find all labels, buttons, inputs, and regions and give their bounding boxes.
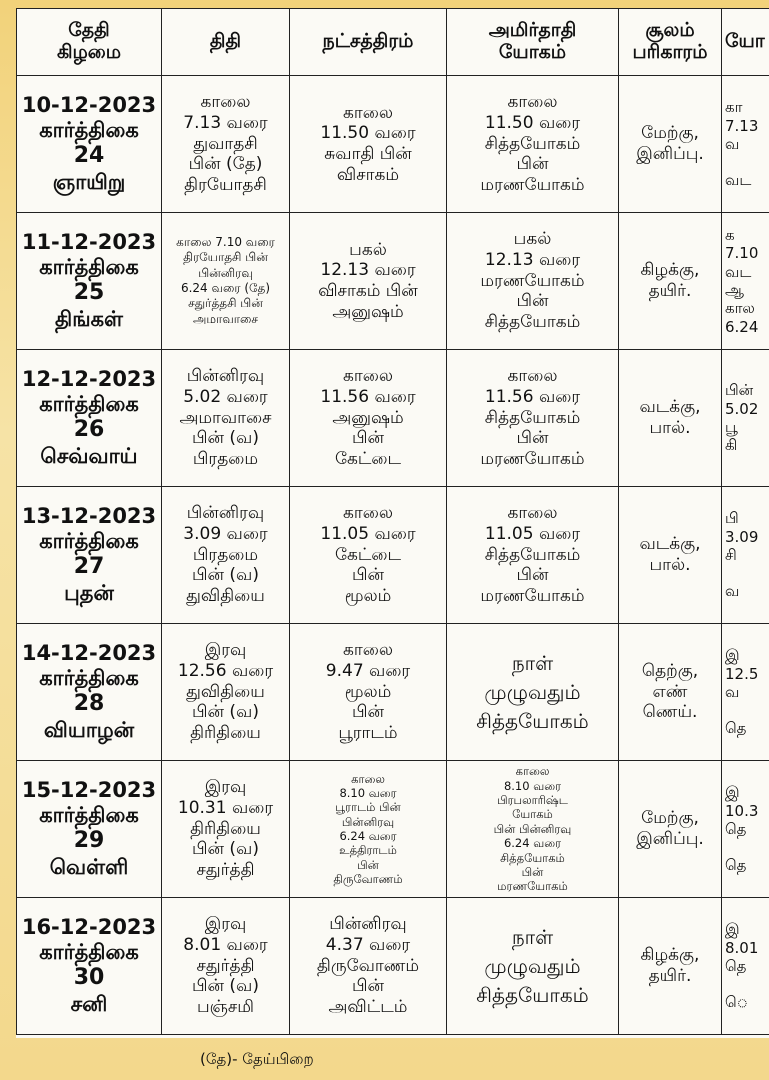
- yo-line: 12.5: [725, 664, 759, 683]
- cell-soolam: [619, 213, 722, 350]
- date-line: 13-12-2023: [21, 504, 157, 529]
- tithi-line: துவாதசி: [193, 133, 258, 154]
- date-line: வியாழன்: [43, 717, 135, 742]
- soolam-line: பால்.: [649, 555, 691, 575]
- cell-yo: [722, 213, 769, 350]
- cell-star: [290, 213, 447, 350]
- yo-line: க: [725, 226, 735, 245]
- tithi-line: 8.01 வரை: [183, 934, 268, 955]
- date-line: 28: [73, 691, 105, 717]
- date-line: கார்த்திகை: [39, 529, 139, 554]
- yoga-line: மரணயோகம்: [480, 449, 585, 470]
- date-line: 30: [73, 965, 105, 991]
- date-line: கார்த்திகை: [39, 940, 139, 965]
- yoga-line: காலை: [515, 764, 550, 779]
- star-line: அனுஷம்: [332, 407, 404, 428]
- date-line: கார்த்திகை: [39, 392, 139, 417]
- header-yo-line: யோ: [725, 30, 765, 53]
- date-line: கார்த்திகை: [39, 255, 139, 280]
- soolam-line: இனிப்பு.: [636, 144, 704, 164]
- cell-star: [290, 487, 447, 624]
- cell-date: [17, 213, 162, 350]
- header-tithi: [162, 9, 290, 76]
- star-line: 12.13 வரை: [320, 260, 416, 281]
- star-line: காலை: [343, 102, 393, 123]
- star-line: திருவோணம்: [333, 872, 403, 887]
- tithi-line: துவிதியை: [186, 586, 265, 607]
- yoga-line: பிரபலாரிஷ்ட: [497, 793, 568, 808]
- cell-yo: [722, 487, 769, 624]
- table-row: [17, 76, 769, 213]
- tithi-line: துவிதியை: [186, 681, 265, 702]
- yo-line: [725, 975, 769, 993]
- yo-line: தெ: [725, 819, 747, 838]
- date-line: 12-12-2023: [21, 367, 157, 392]
- header-tithi-line: திதி: [209, 30, 242, 53]
- yo-line: 8.01: [725, 938, 759, 957]
- cell-tithi: [162, 624, 290, 761]
- footer-note: (தே)- தேய்பிறை: [200, 1050, 314, 1068]
- yoga-line: 12.13 வரை: [484, 249, 581, 270]
- date-line: புதன்: [64, 580, 114, 605]
- tithi-line: காலை: [200, 92, 251, 113]
- star-line: பின்னிரவு: [329, 914, 407, 935]
- star-line: காலை: [343, 366, 393, 387]
- yo-line: 10.3: [725, 801, 759, 820]
- tithi-line: சதுர்த்தி: [196, 955, 255, 976]
- yoga-line: சித்தயோகம்: [476, 982, 589, 1007]
- yo-line: இ: [725, 783, 740, 802]
- tithi-line: 12.56 வரை: [177, 660, 274, 681]
- yo-line: ெ: [725, 993, 749, 1012]
- soolam-line: எண்: [652, 681, 688, 702]
- star-line: விசாகம் பின்: [318, 281, 418, 301]
- star-line: பின்: [352, 428, 384, 449]
- date-line: 27: [73, 554, 105, 580]
- date-line: 26: [73, 417, 105, 443]
- soolam-line: மேற்கு,: [641, 123, 699, 144]
- yoga-line: முழுவதும்: [484, 953, 581, 978]
- yoga-line: பின்: [516, 154, 549, 175]
- star-line: கேட்டை: [334, 544, 402, 565]
- yoga-line: நாள்: [511, 650, 554, 675]
- date-line: 16-12-2023: [21, 915, 157, 940]
- date-line: வெள்ளி: [49, 854, 129, 879]
- yo-line: [725, 153, 769, 171]
- cell-soolam: [619, 761, 722, 898]
- cell-date: [17, 898, 162, 1035]
- yoga-line: யோகம்: [512, 807, 553, 822]
- tithi-line: பஞ்சமி: [196, 997, 255, 1018]
- cell-tithi: [162, 76, 290, 213]
- date-line: 11-12-2023: [21, 230, 157, 255]
- yo-line: தெ: [725, 856, 747, 875]
- yoga-line: நாள்: [511, 924, 554, 949]
- star-line: திருவோணம்: [316, 955, 420, 976]
- star-line: 11.50 வரை: [320, 123, 416, 144]
- date-line: 15-12-2023: [21, 778, 157, 803]
- tithi-line: பிரதமை: [192, 449, 259, 470]
- tithi-line: பின்னிரவு: [186, 503, 265, 524]
- tithi-line: பிரதமை: [192, 544, 259, 565]
- yo-line: 6.24: [725, 317, 759, 336]
- date-line: கார்த்திகை: [39, 803, 139, 828]
- table-row: [17, 487, 769, 624]
- star-line: விசாகம்: [336, 164, 400, 185]
- tithi-line: 7.13 வரை: [183, 112, 268, 133]
- yoga-line: மரணயோகம்: [497, 879, 568, 894]
- table-row: [17, 898, 769, 1035]
- cell-date: [17, 761, 162, 898]
- cell-yo: [722, 898, 769, 1035]
- star-line: பூராடம் பின்: [335, 800, 401, 815]
- tithi-line: திரிதியை: [190, 818, 261, 839]
- yo-line: வட: [725, 262, 752, 281]
- star-line: கேட்டை: [334, 449, 402, 470]
- soolam-line: தயிர்.: [648, 281, 692, 301]
- date-line: சனி: [70, 991, 108, 1016]
- tithi-line: காலை 7.10 வரை: [176, 234, 275, 249]
- yo-line: 7.10: [725, 244, 759, 263]
- star-line: பகல்: [349, 239, 387, 260]
- yo-line: கா: [725, 98, 743, 117]
- header-star: [290, 9, 447, 76]
- tithi-line: அமாவாசை: [192, 311, 258, 326]
- star-line: அவிட்டம்: [328, 997, 408, 1018]
- header-soolam-line: சூலம்: [645, 19, 695, 42]
- yoga-line: சித்தயோகம்: [500, 850, 565, 865]
- cell-yoga: [447, 898, 619, 1035]
- soolam-line: தெற்கு,: [641, 660, 699, 681]
- yoga-line: 11.50 வரை: [484, 112, 581, 133]
- tithi-line: பின் (வ): [192, 565, 259, 586]
- star-line: பின்: [352, 976, 384, 997]
- tithi-line: பின் (வ): [192, 702, 259, 723]
- star-line: காலை: [351, 771, 385, 786]
- yoga-line: 11.05 வரை: [484, 523, 581, 544]
- soolam-line: பால்.: [649, 418, 691, 438]
- yo-line: ஆ: [725, 281, 744, 299]
- tithi-line: சதுர்த்தி: [196, 860, 255, 881]
- yo-line: [725, 701, 769, 719]
- tithi-line: இரவு: [204, 640, 247, 661]
- star-line: 4.37 வரை: [325, 934, 411, 955]
- cell-tithi: [162, 487, 290, 624]
- cell-star: [290, 76, 447, 213]
- cell-soolam: [619, 624, 722, 761]
- yoga-line: காலை: [507, 503, 558, 524]
- tithi-line: பின்னிரவு: [186, 366, 265, 387]
- yo-line: பூ: [725, 418, 738, 436]
- cell-yoga: [447, 350, 619, 487]
- yo-line: தெ: [725, 719, 747, 738]
- header-date: [17, 9, 162, 76]
- yoga-line: மரணயோகம்: [480, 270, 585, 291]
- date-line: ஞாயிறு: [52, 169, 126, 194]
- yoga-line: பின் பின்னிரவு: [493, 821, 572, 836]
- yo-line: தெ: [725, 956, 747, 975]
- header-star-line: நட்சத்திரம்: [322, 30, 414, 53]
- yo-line: கி: [725, 436, 738, 455]
- cell-star: [290, 350, 447, 487]
- yoga-line: பின்: [516, 565, 549, 586]
- yoga-line: 11.56 வரை: [484, 386, 581, 407]
- yoga-line: 6.24 வரை: [503, 836, 562, 851]
- cell-soolam: [619, 898, 722, 1035]
- tithi-line: பின் (தே): [188, 154, 263, 175]
- tithi-line: அமாவாசை: [179, 407, 272, 428]
- date-line: செவ்வாய்: [40, 443, 138, 468]
- cell-star: [290, 898, 447, 1035]
- cell-date: [17, 487, 162, 624]
- yo-line: [725, 838, 769, 856]
- yo-line: வ: [725, 682, 740, 701]
- star-line: பின்னிரவு: [341, 814, 395, 829]
- soolam-line: மேற்கு,: [641, 808, 699, 829]
- tithi-line: 6.24 வரை (தே): [180, 281, 271, 295]
- yo-line: வட: [725, 171, 752, 190]
- cell-yo: [722, 350, 769, 487]
- cell-date: [17, 350, 162, 487]
- header-soolam: [619, 9, 722, 76]
- tithi-line: சதுர்த்தசி பின்: [188, 296, 263, 311]
- table-row: [17, 761, 769, 898]
- star-line: 8.10 வரை: [339, 785, 397, 800]
- tithi-line: 10.31 வரை: [177, 797, 274, 818]
- star-line: 9.47 வரை: [325, 660, 411, 681]
- date-line: 10-12-2023: [21, 93, 157, 118]
- header-soolam-line: பரிகாரம்: [632, 41, 708, 63]
- yoga-line: முழுவதும்: [484, 679, 581, 704]
- table-row: [17, 624, 769, 761]
- yoga-line: பின்: [516, 428, 549, 449]
- star-line: அனுஷம்: [332, 301, 404, 322]
- yoga-line: காலை: [507, 366, 558, 387]
- date-line: கார்த்திகை: [39, 666, 139, 691]
- yoga-line: மரணயோகம்: [480, 175, 585, 196]
- yo-line: சி: [725, 545, 737, 564]
- tithi-line: திரயோதசி பின்: [183, 250, 268, 265]
- cell-yo: [722, 761, 769, 898]
- star-line: உத்திராடம்: [339, 843, 397, 858]
- yoga-line: காலை: [507, 92, 558, 113]
- date-line: 29: [73, 828, 105, 854]
- yoga-line: மரணயோகம்: [480, 586, 585, 607]
- yoga-line: சித்தயோகம்: [484, 544, 581, 565]
- yoga-line: 8.10 வரை: [503, 778, 562, 793]
- date-line: திங்கள்: [55, 306, 123, 331]
- yo-line: 5.02: [725, 399, 759, 418]
- star-line: 11.05 வரை: [320, 523, 416, 544]
- star-line: மூலம்: [344, 681, 392, 702]
- cell-soolam: [619, 487, 722, 624]
- cell-star: [290, 624, 447, 761]
- yoga-line: பின்: [521, 864, 544, 879]
- cell-soolam: [619, 350, 722, 487]
- tithi-line: திரிதியை: [190, 723, 261, 744]
- cell-yoga: [447, 213, 619, 350]
- star-line: சுவாதி பின்: [324, 144, 412, 164]
- yoga-line: சித்தயோகம்: [484, 133, 581, 154]
- yo-line: [725, 564, 769, 582]
- cell-tithi: [162, 761, 290, 898]
- yoga-line: சித்தயோகம்: [476, 708, 589, 733]
- cell-yoga: [447, 487, 619, 624]
- yo-line: வ: [725, 582, 740, 601]
- yoga-line: பகல்: [513, 229, 552, 250]
- cell-yo: [722, 624, 769, 761]
- yo-line: கால: [725, 299, 755, 318]
- tithi-line: பின் (வ): [192, 839, 259, 860]
- tithi-line: இரவு: [204, 914, 247, 935]
- cell-date: [17, 624, 162, 761]
- panchangam-table: [16, 8, 769, 1035]
- tithi-line: பின் (வ): [192, 428, 259, 449]
- yo-line: வ: [725, 134, 740, 153]
- cell-yoga: [447, 624, 619, 761]
- soolam-line: வடக்கு,: [639, 534, 701, 555]
- tithi-line: 5.02 வரை: [183, 386, 268, 407]
- cell-tithi: [162, 898, 290, 1035]
- table-row: [17, 213, 769, 350]
- cell-star: [290, 761, 447, 898]
- soolam-line: ணெய்.: [642, 702, 698, 723]
- date-line: 24: [73, 143, 105, 169]
- cell-soolam: [619, 76, 722, 213]
- yo-line: 3.09: [725, 527, 759, 546]
- soolam-line: கிழக்கு,: [640, 945, 700, 966]
- cell-yo: [722, 76, 769, 213]
- calendar-sheet: [16, 8, 769, 1038]
- cell-date: [17, 76, 162, 213]
- soolam-line: தயிர்.: [648, 966, 692, 986]
- tithi-line: 3.09 வரை: [183, 523, 268, 544]
- tithi-line: திரயோதசி: [184, 175, 267, 196]
- yo-line: இ: [725, 646, 740, 665]
- table-body: [17, 76, 769, 1035]
- yoga-line: சித்தயோகம்: [484, 407, 581, 428]
- star-line: பூராடம்: [338, 723, 398, 744]
- yoga-line: பின்: [516, 291, 549, 312]
- tithi-line: பின் (வ): [192, 976, 259, 997]
- soolam-line: வடக்கு,: [639, 397, 701, 418]
- tithi-line: இரவு: [204, 777, 247, 798]
- cell-tithi: [162, 350, 290, 487]
- cell-tithi: [162, 213, 290, 350]
- yoga-line: சித்தயோகம்: [484, 312, 581, 333]
- cell-yoga: [447, 761, 619, 898]
- header-date-line: தேதி: [68, 19, 110, 42]
- date-line: 25: [73, 280, 105, 306]
- star-line: காலை: [343, 503, 393, 524]
- header-yoga-line: அமிர்தாதி: [488, 19, 577, 42]
- header-yo: [722, 9, 769, 76]
- yo-line: இ: [725, 920, 740, 939]
- yo-line: பி: [725, 509, 739, 528]
- star-line: பின்: [357, 857, 379, 872]
- star-line: 11.56 வரை: [320, 386, 416, 407]
- star-line: பின்: [352, 565, 384, 586]
- header-yoga-line: யோகம்: [498, 41, 567, 63]
- star-line: காலை: [343, 640, 393, 661]
- tithi-line: பின்னிரவு: [198, 265, 253, 280]
- yo-line: பின்: [725, 381, 754, 400]
- soolam-line: கிழக்கு,: [640, 260, 700, 281]
- star-line: பின்: [352, 702, 384, 723]
- star-line: 6.24 வரை: [339, 829, 397, 843]
- header-day-line: கிழமை: [56, 41, 122, 63]
- date-line: 14-12-2023: [21, 641, 157, 666]
- table-row: [17, 350, 769, 487]
- header-yoga: [447, 9, 619, 76]
- soolam-line: இனிப்பு.: [636, 829, 704, 849]
- table-header-row: [17, 9, 769, 76]
- yo-line: 7.13: [725, 116, 759, 135]
- cell-yoga: [447, 76, 619, 213]
- date-line: கார்த்திகை: [39, 118, 139, 143]
- star-line: மூலம்: [344, 586, 392, 607]
